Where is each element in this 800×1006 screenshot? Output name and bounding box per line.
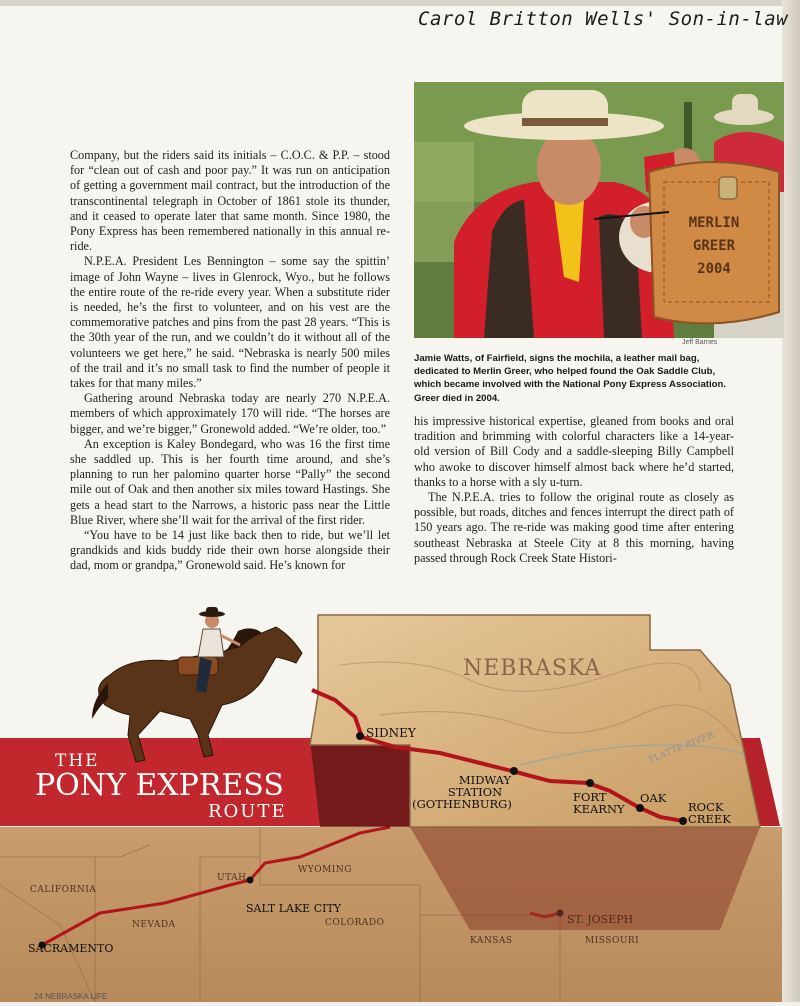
photo-credit: Jeff Barnes bbox=[682, 339, 718, 346]
city-label-sacramento: SACRAMENTO bbox=[28, 942, 114, 955]
stop-label-rock-creek: CREEK bbox=[688, 812, 731, 826]
state-label: NEVADA bbox=[132, 920, 176, 930]
stop-dot bbox=[636, 804, 644, 812]
handwritten-note: Carol Britton Wells' Son-in-law bbox=[418, 8, 789, 30]
stop-label-fort-kearny: FORT bbox=[573, 790, 607, 804]
city-label-salt-lake-city: SALT LAKE CITY bbox=[246, 902, 342, 915]
paragraph: Gathering around Nebraska today are nearly 270 N.P.E.A. members of which approximately 170 will ride. “The horses are bigger, and we’re bigger,” Gronewold added. “We’re older, too.” bbox=[70, 391, 390, 436]
state-label: UTAH bbox=[217, 873, 247, 883]
paragraph: N.P.E.A. President Les Bennington – some say the spittin’ image of John Wayne – lives in Glenrock, Wyo., but he follows the entire route of the re-ride every year. When a substitute rider is needed, he’s the first to volunteer, and on his vest are the commemorative patches and pins from the past 28 years. “This is the 30th year of the run, and we couldn’t do it without all of the volunteers we get here,” he said. “Nebraska is nearly 500 miles of the trail and it’s no small task to find the number of people it takes for that many miles.” bbox=[70, 254, 390, 391]
scan-top-edge bbox=[0, 0, 800, 6]
page-folio: 24 NEBRASKA LIFE bbox=[34, 992, 108, 1001]
paragraph: The N.P.E.A. tries to follow the original route as closely as possible, but roads, ditches and fences interrupt the direct path of 150 years ago. The re-ride was making good time after entering southeast Nebraska at Steele City at 8 this morning, having passed through Rock Creek State Histori- bbox=[414, 490, 734, 565]
stop-label-fort-kearny: KEARNY bbox=[573, 802, 625, 816]
paragraph: An exception is Kaley Bondegard, who was 16 the first time she saddled up. This is her fourth time around, and she’s planning to run her palomino quarter horse “Pally” the second mile out of Oak and then another six miles toward Hastings. She gets a head start to the Narrows, a historic pass near the Little Blue River, where she’ll wait for the arrival of the first rider. bbox=[70, 436, 390, 527]
paragraph: “You have to be 14 just like back then to ride, but we’ll let grandkids and kids buddy ride their own horse alongside their dad, mom or grandpa,” Gronewold said. He’s known for bbox=[70, 528, 390, 573]
state-label: WYOMING bbox=[298, 865, 352, 875]
photo-caption: Jamie Watts, of Fairfield, signs the mochila, a leather mail bag, dedicated to Merlin Greer, who helped found the Oak Saddle Club, which became involved with the National Pony Express Association. Greer died in 2004. bbox=[414, 353, 727, 404]
stop-label-sidney: SIDNEY bbox=[366, 726, 416, 740]
city-dot bbox=[247, 877, 254, 884]
state-label: CALIFORNIA bbox=[30, 885, 97, 895]
stop-dot bbox=[586, 779, 594, 787]
photo-illustration bbox=[414, 82, 784, 338]
map-title-line2: PONY EXPRESS bbox=[35, 768, 284, 803]
stop-dot bbox=[356, 732, 364, 740]
stop-label-rock-creek: ROCK bbox=[688, 800, 724, 814]
article-column-left bbox=[70, 148, 390, 574]
article-column-right bbox=[414, 414, 734, 566]
mochila-text: GREER bbox=[692, 238, 736, 254]
stop-label-midway: STATION bbox=[447, 785, 503, 799]
stop-dot bbox=[510, 767, 518, 775]
stop-dot bbox=[679, 817, 687, 825]
nebraska-label: NEBRASKA bbox=[463, 656, 602, 681]
paragraph: his impressive historical expertise, gleaned from books and oral tradition and brimming with colorful characters like a 14-year-old version of Bill Cody and a saddle-sleeping Billy Campbell who awoke to discover himself almost back where he’d started, thanks to a horse with a sly u-turn. bbox=[414, 414, 734, 489]
stop-label-midway: MIDWAY bbox=[458, 773, 512, 787]
mochila-text: 2004 bbox=[697, 261, 731, 277]
pony-express-route-map bbox=[0, 595, 800, 1002]
photo-mochila-signing bbox=[414, 82, 784, 338]
state-label: COLORADO bbox=[325, 918, 385, 928]
stop-label-oak: OAK bbox=[640, 791, 667, 805]
map-title-line1: THE bbox=[55, 751, 100, 771]
state-label: MISSOURI bbox=[585, 936, 640, 946]
route-map-graphic bbox=[0, 595, 800, 1002]
paragraph: Company, but the riders said its initials – C.O.C. & P.P. – stood for “clean out of cash and poor pay.” It was run on anticipation of getting a government mail contract, but the introduction of the transcontinental telegraph in October of 1861 stole its thunder, and it ceased to operate later that same month. Since 1980, the Pony Express has been remembered nationally in this annual re-ride. bbox=[70, 148, 390, 254]
platte-river-label: PLATTE RIVER bbox=[647, 730, 716, 766]
state-label: KANSAS bbox=[470, 936, 513, 946]
mochila-text: MERLIN bbox=[688, 215, 740, 231]
stop-label-midway: (GOTHENBURG) bbox=[412, 797, 512, 811]
map-title-line3: ROUTE bbox=[208, 801, 287, 822]
